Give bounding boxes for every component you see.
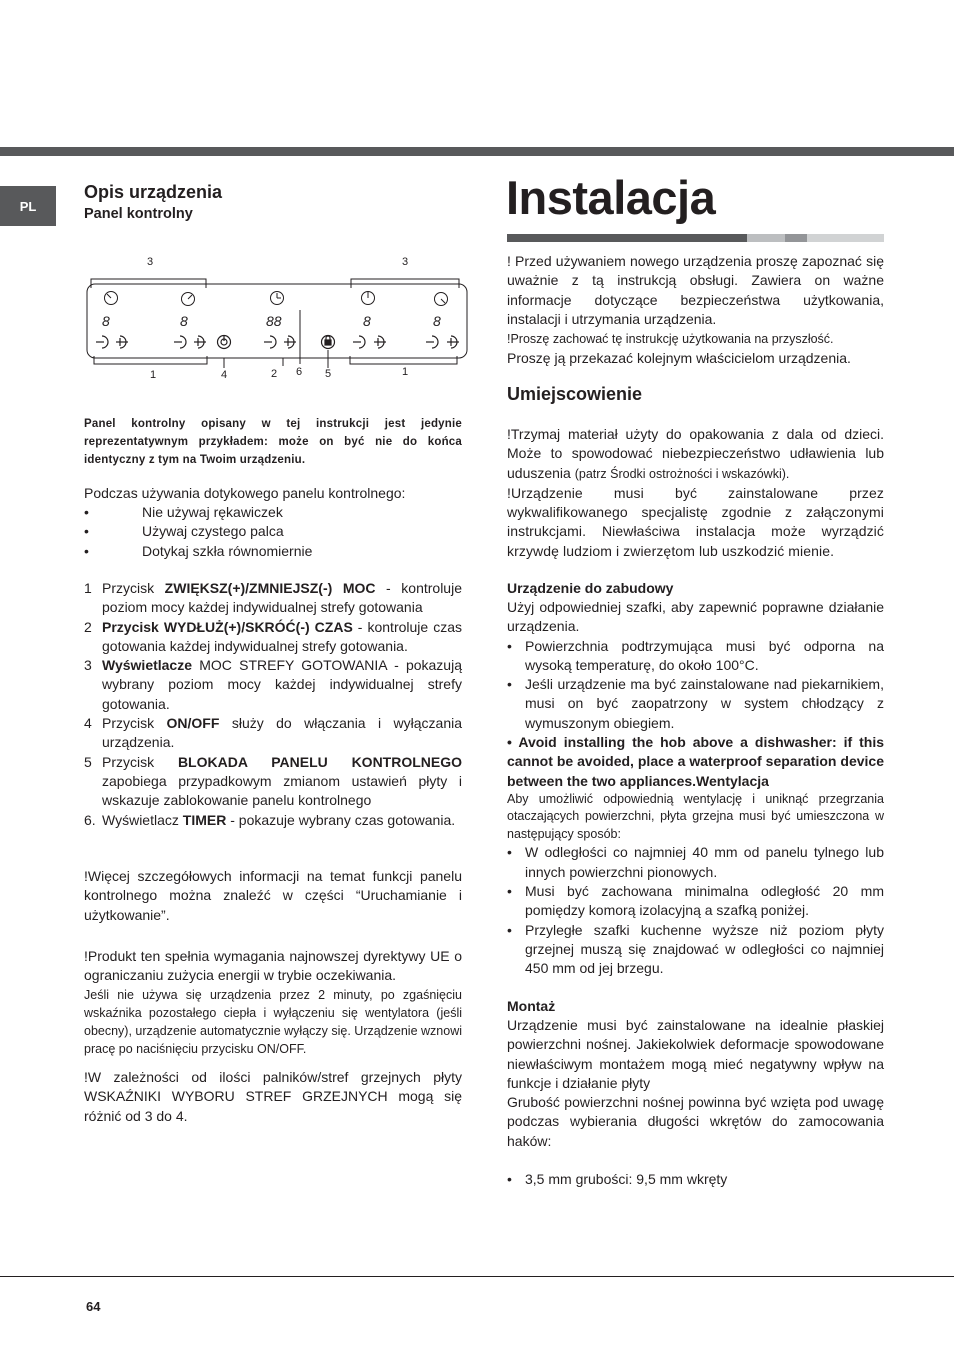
list-item: • 3,5 mm grubości: 9,5 mm wkręty bbox=[507, 1171, 728, 1187]
zone-display: 8 bbox=[363, 313, 371, 329]
heading-placement: Umiejscowienie bbox=[507, 384, 643, 404]
timer-clock-icon bbox=[271, 292, 284, 305]
list-item: • Jeśli urządzenie ma być zainstalowane nad piekarnikiem, musi on być zaopatrzony w system chłodzący z wymuszonym obiegiem. bbox=[507, 676, 884, 731]
callout-label: 3 bbox=[147, 256, 154, 268]
zone-display: 8 bbox=[433, 313, 441, 329]
bracket-bottom-left bbox=[94, 356, 207, 364]
bracket-bottom-right bbox=[350, 356, 457, 364]
language-tab: PL bbox=[0, 186, 56, 226]
minus-icon bbox=[174, 336, 186, 348]
list-item: • Musi być zachowana minimalna odległość 20 mm pomiędzy komorą izolacyjną a szafką poniżej. bbox=[507, 883, 884, 919]
list-item: • Używaj czystego palca bbox=[84, 523, 284, 540]
minus-icon bbox=[426, 336, 438, 348]
callout-label: 1 bbox=[150, 369, 157, 381]
paragraph-zones: !W zależności od ilości palników/stref grzejnych płyty WSKAŹNIKI WYBORU STREF GRZEJNYCH mogą się różnić od 3 do 4. bbox=[84, 1069, 462, 1124]
zone-indicator-icon bbox=[182, 293, 195, 306]
list-item: 4 Przycisk ON/OFF służy do włączania i wyłączania urządzenia. bbox=[84, 715, 463, 751]
timer-display: 88 bbox=[266, 313, 282, 329]
callout-label: 1 bbox=[402, 366, 409, 378]
plus-icon bbox=[447, 336, 459, 348]
heading-built-in: Urządzenie do zabudowy bbox=[507, 580, 674, 596]
section-subheading: Panel kontrolny bbox=[84, 206, 193, 222]
lock-icon bbox=[322, 336, 335, 349]
paragraph-more-info: !Więcej szczegółowych informacji na temat funkcji panelu kontrolnego można znaleźć w części “Uruchamianie i użytkowanie”. bbox=[84, 868, 462, 923]
list-item: • Nie używaj rękawiczek bbox=[84, 504, 283, 520]
panel-note: Panel kontrolny opisany w tej instrukcji jest jedynie reprezentatywnym przykładem: może on być nie do końca identyczny z tym na Twoim urządzeniu. bbox=[84, 418, 462, 466]
top-rule bbox=[0, 147, 954, 156]
zone-display: 8 bbox=[102, 313, 110, 329]
warnings: !Trzymaj materiał użyty do opakowania z dala od dzieci. Może to spowodować niebezpieczeństwo udławienia lub uduszenia (patrz Środki ostrożności i wskazówki). !Urządzenie musi być zainstalowane przez wykwalifikowanego specjalistę zgodnie z załączonymi instrukcjami. Niewłaściwa instalacja może wyrządzić krzywdę ludziom i zwierzętom lub uszkodzić mienie. bbox=[507, 426, 884, 559]
intro: ! Przed używaniem nowego urządzenia proszę zapoznać się uważnie z tą instrukcją obsługi. Zawiera on ważne informacje dotyczące bezpieczeństwa użytkowania, instalacji i utrzymania urządzenia. !Proszę zachować tę instrukcję użytkowania na przyszłość. Proszę ją przekazać kolejnym właścicielom urządzenia. bbox=[507, 253, 884, 367]
callout-label: 5 bbox=[325, 368, 332, 380]
minus-icon bbox=[264, 336, 276, 348]
minus-icon bbox=[353, 336, 365, 348]
minus-icon bbox=[96, 336, 108, 348]
usage-list bbox=[84, 503, 462, 561]
zone-display: 8 bbox=[180, 313, 188, 329]
mounting-section: Urządzenie musi być zainstalowane na idealnie płaskiej powierzchni nośnej. Jakiekolwiek deformacje spowodowane niewłaściwym montażem mogą mieć negatywny wpływ na funkcje i działanie płyty Grubość powierzchni nośnej powinna być wzięta pod uwagę podczas wybierania długości wkrętów do zamocowania haków: bbox=[507, 1017, 884, 1149]
plus-icon bbox=[284, 336, 296, 348]
zone-indicator-icon bbox=[105, 292, 118, 305]
title-rule bbox=[807, 234, 884, 242]
list-item: 1 Przycisk ZWIĘKSZ(+)/ZMNIEJSZ(-) MOC - kontroluje poziom mocy każdej indywidualnej strefy gotowania bbox=[84, 580, 462, 616]
list-item: • W odległości co najmniej 40 mm od panelu tylnego lub innych powierzchni pionowych. bbox=[507, 844, 884, 880]
zone-indicator-icon bbox=[435, 293, 448, 306]
title-rule bbox=[785, 234, 807, 242]
list-item: 3 Wyświetlacze MOC STREFY GOTOWANIA - pokazują wybrany poziom mocy każdej indywidualnej strefy gotowania. bbox=[84, 657, 462, 712]
heading-mounting: Montaż bbox=[507, 998, 556, 1014]
built-in-section: Użyj odpowiedniej szafki, aby zapewnić poprawne działanie urządzenia. • Powierzchnia podtrzymująca musi być odporna na wysoką temperaturę, do około 100°C. • Jeśli urządzenie ma być zainstalowane nad piekarnikiem, musi on być zaopatrzony w system chłodzący z wymuszonym obiegiem. • Avoid installing the hob above a dishwasher: if this cannot be avoided, place a waterproof separation device between the two appliances.Wentylacja Aby umożliwić odpowiednią wentylację i uniknąć przegrzania otaczających powierzchni, płyta grzejna musi być umieszczona w następujący sposób: • W odległości co najmniej 40 mm od panelu tylnego lub innych powierzchni pionowych. • Musi być zachowana minimalna odległość 20 mm pomiędzy komorą izolacyjną a szafką poniżej. • Przyległe szafki kuchenne wyższe niż poziom płyty grzejnej muszą się znajdować w odległości co najmniej 450 mm od jej brzegu. bbox=[507, 598, 884, 979]
power-icon bbox=[218, 336, 231, 349]
list-item: 5 Przycisk BLOKADA PANELU KONTROLNEGO zapobiega przypadkowym zmianom ustawień płyty i wskazuje zablokowanie panelu kontrolnego bbox=[84, 753, 463, 809]
plus-icon bbox=[194, 336, 206, 348]
paragraph-standby: !Produkt ten spełnia wymagania najnowszej dyrektywy UE o ograniczaniu zużycia energii w trybie oczekiwania. Jeśli nie używa się urządzenia przez 2 minuty, po zgaśnięciu wskaźnika pozostałego ciepła i wyłączeniu się wentylatora (jeśli obecny), urządzenie automatycznie wyłączy się. Urządzenie wznowi pracę po naciśnięciu przycisku ON/OFF. bbox=[84, 948, 462, 1056]
zone-indicator-icon bbox=[362, 292, 375, 305]
control-panel-diagram bbox=[84, 250, 474, 385]
list-item: • Powierzchnia podtrzymująca musi być odporna na wysoką temperaturę, do około 100°C. bbox=[507, 637, 884, 673]
page-title: Instalacja bbox=[506, 171, 716, 224]
callout-label: 4 bbox=[221, 369, 228, 381]
feature-list bbox=[84, 579, 462, 830]
mounting-list bbox=[507, 1170, 884, 1189]
title-rule bbox=[507, 234, 747, 242]
usage-intro: Podczas używania dotykowego panelu kontrolnego: bbox=[84, 485, 406, 501]
page-number: 64 bbox=[86, 1299, 101, 1314]
callout-label: 6 bbox=[296, 366, 303, 378]
plus-icon bbox=[116, 336, 128, 348]
bottom-rule bbox=[0, 1276, 954, 1277]
list-item: • Przyległe szafki kuchenne wyższe niż poziom płyty grzejnej muszą się znajdować w odległości co najmniej 450 mm od jej brzegu. bbox=[507, 921, 884, 977]
title-rule bbox=[747, 234, 785, 242]
list-item: 2 Przycisk WYDŁUŻ(+)/SKRÓĆ(-) CZAS - kontroluje czas gotowania każdej indywidualnej strefy gotowania. bbox=[84, 618, 462, 654]
callout-label: 3 bbox=[402, 256, 409, 268]
section-heading: Opis urządzenia bbox=[84, 182, 223, 202]
plus-icon bbox=[374, 336, 386, 348]
list-item: 6. Wyświetlacz TIMER - pokazuje wybrany czas gotowania. bbox=[84, 811, 456, 828]
list-item: • Dotykaj szkła równomiernie bbox=[84, 542, 313, 559]
callout-label: 2 bbox=[271, 368, 278, 380]
